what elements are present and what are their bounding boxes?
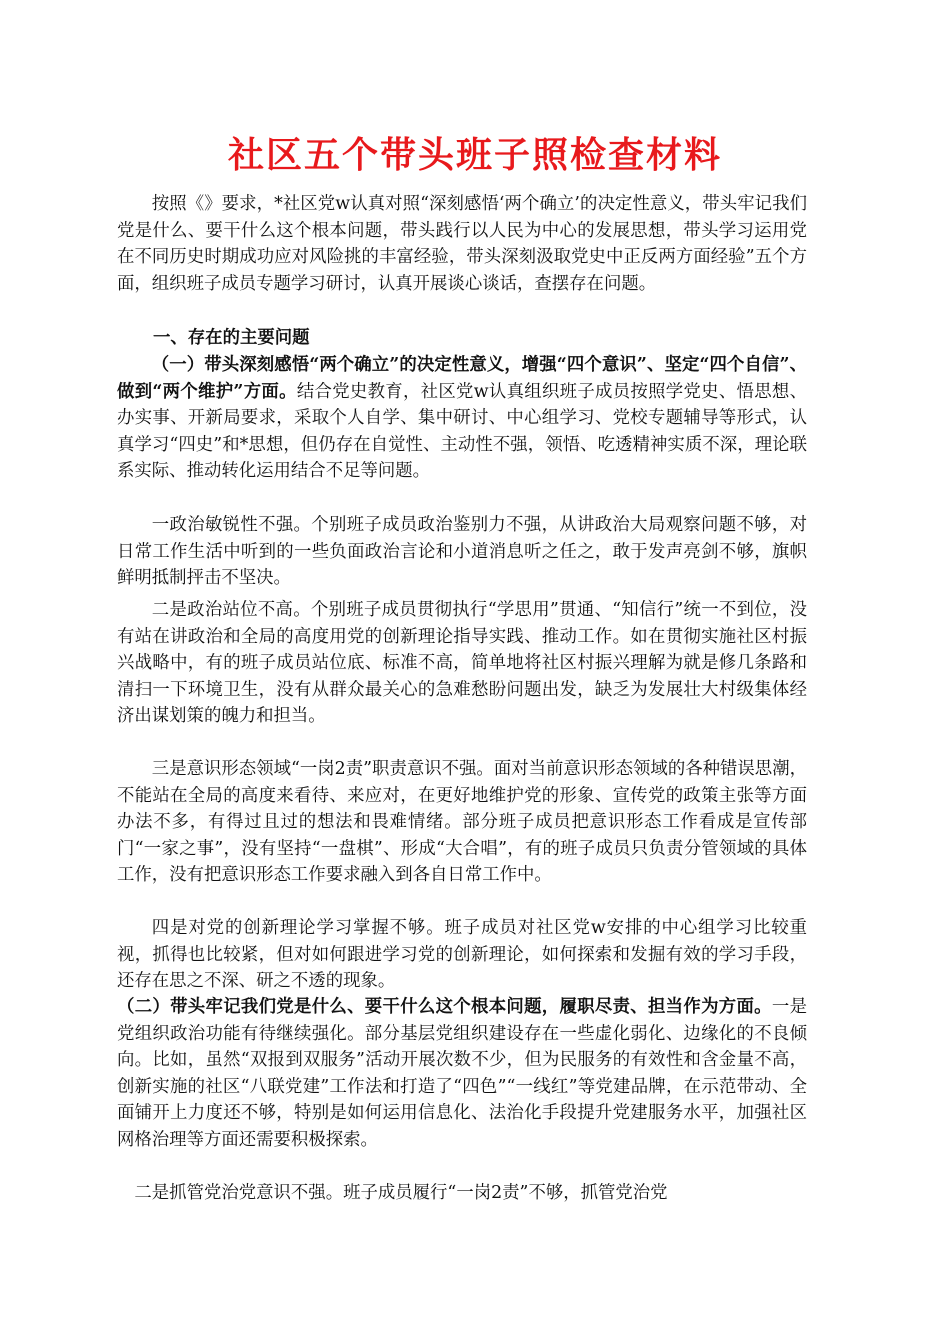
- section-heading-problems: 一、存在的主要问题: [153, 328, 310, 348]
- subsection-2-heading: （二）带头牢记我们党是什么、要干什么这个根本问题，履职尽责、担当作为方面。: [117, 997, 772, 1017]
- subsection-1-text: 结合党史教育，社区党w认真组织班子成员按照学党史、悟思想、办实事、开新局要求，采取个人自学、集中研讨、中心组学习、党校专题辅导等形式，认真学习“四史”和*思想，但仍存在自觉性、主动性不强，领悟、吃透精神实质不深，理论联系实际、推动转化运用结合不足等问题。: [117, 381, 807, 482]
- point-3-paragraph: 三是意识形态领域“一岗2责”职责意识不强。面对当前意识形态领域的各种错误思潮，不能站在全局的高度来看待、来应对，在更好地维护党的形象、宣传党的政策主张等方面办法不多，有得过且过的想法和畏难情绪。部分班子成员把意识形态工作看成是宣传部门“一家之事”，没有坚持“一盘棋”、形成“大合唱”，有的班子成员只负责分管领域的具体工作，没有把意识形态工作要求融入到各自日常工作中。: [117, 759, 807, 886]
- point-1-paragraph: 一政治敏锐性不强。个别班子成员政治鉴别力不强，从讲政治大局观察问题不够，对日常工作生活中听到的一些负面政治言论和小道消息听之任之，敢于发声亮剑不够，旗帜鲜明抵制抨击不坚决。: [117, 515, 807, 589]
- intro-paragraph: 按照《》要求，*社区党w认真对照“深刻感悟‘两个确立’的决定性意义，带头牢记我们党是什么、要干什么这个根本问题，带头践行以人民为中心的发展思想，带头学习运用党在不同历史时期成功应对风险挑的丰富经验，带头深刻汲取党史中正反两方面经验”五个方面，组织班子成员专题学习研讨，认真开展谈心谈话，查摆存在问题。: [117, 194, 807, 294]
- document-title: 社区五个带头班子照检查材料: [227, 135, 722, 176]
- point-5-paragraph: 二是抓管党治党意识不强。班子成员履行“一岗2责”不够，抓管党治党: [134, 1183, 668, 1203]
- subsection-1-heading: （一）带头深刻感悟“两个确立”的决定性意义，增强“四个意识”、坚定“四个自信”、做到“两个维护”方面。: [117, 355, 807, 402]
- subsection-1-paragraph: [117, 352, 807, 485]
- point-2-paragraph: 二是政治站位不高。个别班子成员贯彻执行“学思用”贯通、“知信行”统一不到位，没有站在讲政治和全局的高度用党的创新理论指导实践、推动工作。如在贯彻实施社区村振兴战略中，有的班子成员站位底、标准不高，简单地将社区村振兴理解为就是修几条路和清扫一下环境卫生，没有从群众最关心的急难愁盼问题出发，缺乏为发展壮大村级集体经济出谋划策的魄力和担当。: [117, 600, 807, 727]
- subsection-2-text: 一是党组织政治功能有待继续强化。部分基层党组织建设存在一些虚化弱化、边缘化的不良倾向。比如，虽然“双报到双服务”活动开展次数不少，但为民服务的有效性和含金量不高，创新实施的社区“八联党建”工作法和打造了“四色”“一线红”等党建品牌，在示范带动、全面铺开上力度还不够，特别是如何运用信息化、法治化手段提升党建服务水平，加强社区网格治理等方面还需要积极探索。: [117, 997, 807, 1150]
- subsection-2-paragraph: [117, 994, 807, 1154]
- point-4-paragraph: 四是对党的创新理论学习掌握不够。班子成员对社区党w安排的中心组学习比较重视，抓得也比较紧，但对如何跟进学习党的创新理论，如何探索和发掘有效的学习手段，还存在思之不深、研之不透的现象。: [117, 918, 807, 992]
